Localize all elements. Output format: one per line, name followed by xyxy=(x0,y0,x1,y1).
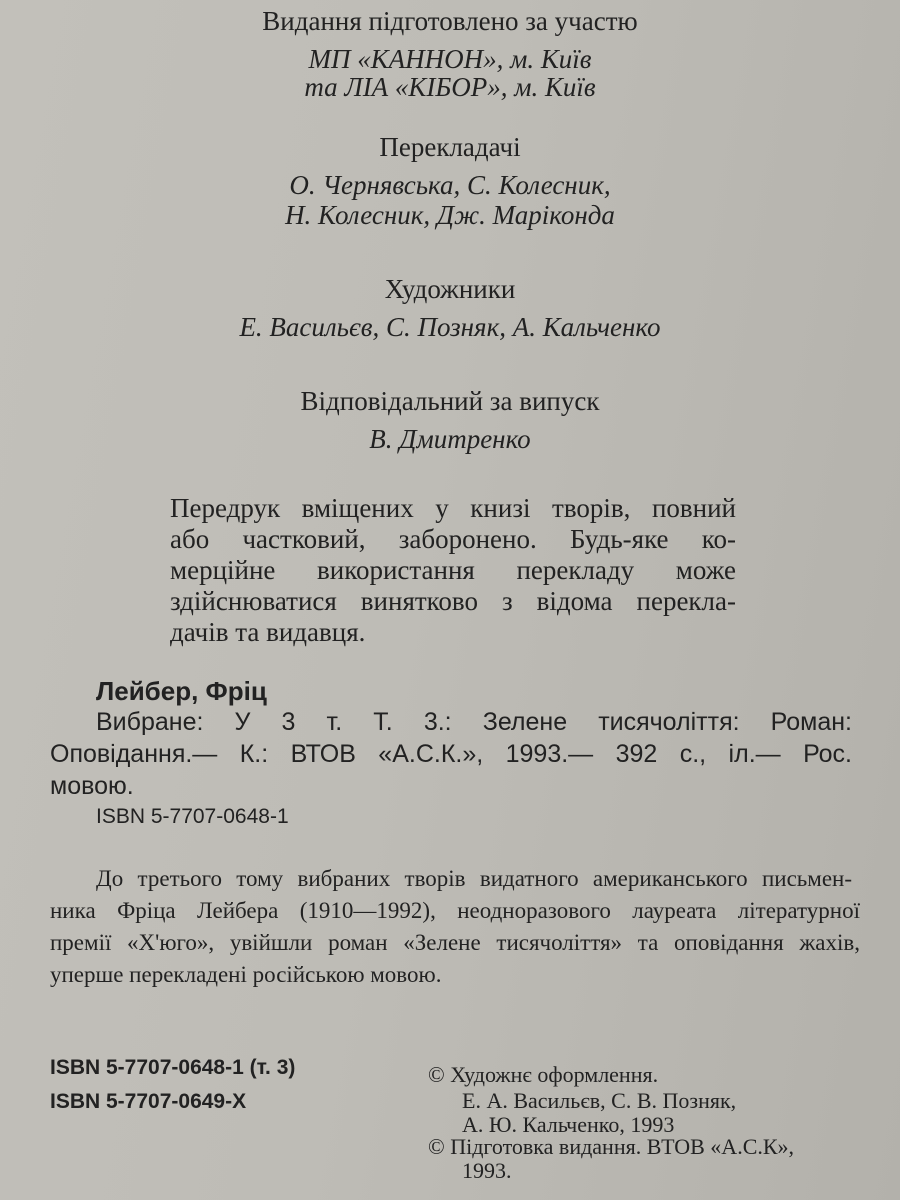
catalog-line-3: мовою. xyxy=(50,772,134,800)
isbn-set: ISBN 5-7707-0649-X xyxy=(50,1090,247,1113)
annotation-line-2: ника Фріца Лейбера (1910—1992), неодноразового лауреата літературної xyxy=(50,898,860,923)
annotation-line-3: премії «Х'юго», увійшли роман «Зелене тисячоліття» та оповідання жахів, xyxy=(50,930,860,955)
annotation-line-1: До третього тому вибраних творів видатного американського письмен- xyxy=(96,866,852,891)
catalog-author: Лейбер, Фріц xyxy=(96,676,267,706)
prepared-line-1: Видання підготовлено за участю xyxy=(262,6,638,36)
copyright-line-1: © Художнє оформлення. xyxy=(428,1062,659,1087)
prepared-line-3: та ЛІА «КІБОР», м. Київ xyxy=(304,72,596,102)
artists-heading: Художники xyxy=(384,274,516,304)
translators-line-1: О. Чернявська, С. Колесник, xyxy=(289,170,611,200)
prepared-line-2: МП «КАННОН», м. Київ xyxy=(308,44,592,74)
responsible-name: В. Дмитренко xyxy=(369,424,531,454)
translators-line-2: Н. Колесник, Дж. Маріконда xyxy=(285,200,615,230)
copyright-line-2: Е. А. Васильєв, С. В. Позняк, xyxy=(462,1088,737,1113)
catalog-isbn: ISBN 5-7707-0648-1 xyxy=(96,805,289,828)
copyright-line-4: © Підготовка видання. ВТОВ «А.С.К», xyxy=(428,1134,795,1159)
translators-heading: Перекладачі xyxy=(379,132,521,162)
notice-line-2: або частковий, заборонено. Будь-яке ко- xyxy=(170,524,736,554)
catalog-line-1: Вибране: У 3 т. Т. 3.: Зелене тисячоліття: Роман: xyxy=(96,708,852,736)
notice-line-4: здійснюватися винятково з відома перекла- xyxy=(170,586,736,616)
responsible-heading: Відповідальний за випуск xyxy=(300,386,600,416)
copyright-line-5: 1993. xyxy=(462,1158,512,1183)
artists-line-1: Е. Васильєв, С. Позняк, А. Кальченко xyxy=(239,312,661,342)
notice-line-1: Передрук вміщених у книзі творів, повний xyxy=(170,493,736,523)
annotation-line-4: уперше перекладені російською мовою. xyxy=(50,962,442,987)
catalog-line-2: Оповідання.— К.: ВТОВ «А.С.К.», 1993.— 392 с., іл.— Рос. xyxy=(50,740,852,768)
notice-line-3: мерційне використання перекладу може xyxy=(170,555,736,585)
copyright-line-3: А. Ю. Кальченко, 1993 xyxy=(462,1112,675,1137)
notice-line-5: дачів та видавця. xyxy=(170,617,366,647)
isbn-volume-3: ISBN 5-7707-0648-1 (т. 3) xyxy=(50,1056,296,1079)
